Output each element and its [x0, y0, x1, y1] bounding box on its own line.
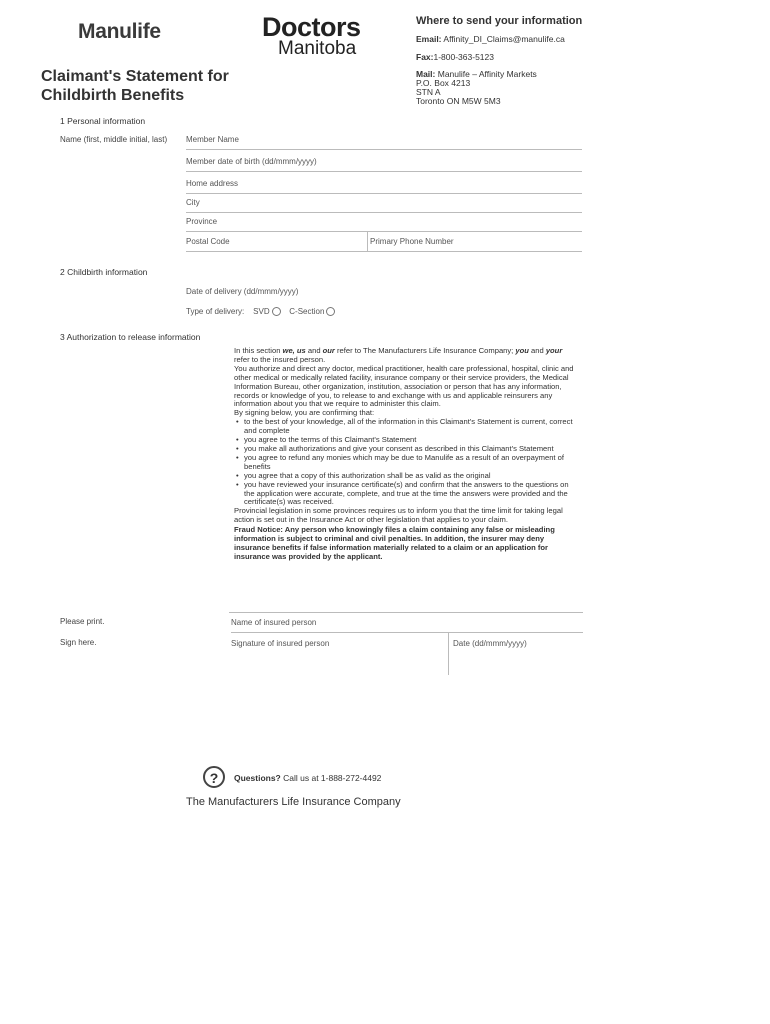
list-item: • you agree to refund any monies which may be due to Manulife as a result of an overpayment of benefits: [244, 454, 578, 472]
postal-phone-divider: [367, 231, 368, 252]
list-item: • to the best of your knowledge, all of the information in this Claimant's Statement is current, correct and complete: [244, 418, 578, 436]
sign-here-label: Sign here.: [60, 638, 97, 647]
signature-field[interactable]: Signature of insured person: [231, 639, 330, 648]
mail-line4: Toronto ON M5W 5M3: [416, 96, 501, 106]
postal-code-field[interactable]: Postal Code: [186, 237, 230, 246]
page-title: [41, 67, 229, 105]
list-item: • you agree to the terms of this Claimant's Statement: [244, 436, 578, 445]
send-info-block: [416, 15, 582, 106]
auth-confirm-intro: By signing below, you are confirming that:: [234, 408, 375, 418]
doctors-logo-line2: Manitoba: [278, 38, 357, 59]
section3-heading: 3 Authorization to release information: [60, 332, 201, 342]
list-item: • you make all authorizations and give your consent as described in this Claimant's Statement: [244, 445, 578, 454]
questions-phone[interactable]: Call us at 1-888-272-4492: [280, 773, 382, 783]
question-icon: ?: [203, 766, 225, 788]
fraud-notice: Fraud Notice: Any person who knowingly files a claim containing any false or misleading information is subject to criminal and civil penalties. In addition, the insurer may deny insurance benefits if false information materially related to a claim or an application for insurance was provided by the applicant.: [234, 525, 555, 561]
dob-field[interactable]: Member date of birth (dd/mmm/yyyy): [186, 156, 582, 172]
signature-date-field[interactable]: Date (dd/mmm/yyyy): [453, 639, 527, 648]
csection-radio[interactable]: [326, 307, 335, 316]
mail-line3: STN A: [416, 87, 441, 97]
member-name-field[interactable]: Member Name: [186, 134, 582, 150]
mail-line2: P.O. Box 4213: [416, 78, 471, 88]
list-item: • you have reviewed your insurance certificate(s) and confirm that the answers to the questions on the application were accurate, complete, and true at the time the answers were provided and the certificate(s) was received.: [244, 481, 578, 508]
title-line2: Childbirth Benefits: [41, 87, 185, 104]
legislation-notice: Provincial legislation in some provinces requires us to inform you that the time limit for taking legal action is set out in the Insurance Act or other legislation that applies to your claim.: [234, 506, 563, 525]
questions-label: Questions?: [234, 773, 281, 783]
mail-block: [416, 70, 582, 106]
mail-label: Mail:: [416, 69, 436, 79]
send-heading: Where to send your information: [416, 15, 583, 27]
email-label: Email:: [416, 34, 442, 44]
delivery-type-row: [186, 307, 337, 316]
section1-bottom-line: [186, 251, 582, 252]
svd-radio[interactable]: [272, 307, 281, 316]
phone-field[interactable]: Primary Phone Number: [370, 237, 454, 246]
auth-paragraph: You authorize and direct any doctor, medical practitioner, health care professional, hospital, clinic and other medical or medically related facility, insurance company or their service providers, the Medical Information Bureau, other organization, institution, association or person that has any information, records or knowledge of you, to release to and exchange with us and applicable reinsurers any information about you that we require to administer this claim.: [234, 363, 574, 409]
manulife-logo: Manulife: [78, 20, 161, 43]
auth-bullets: [234, 418, 578, 507]
email-row: [416, 34, 582, 44]
svd-label: SVD: [253, 307, 270, 316]
doctors-logo-line1: Doctors: [262, 12, 361, 42]
city-field[interactable]: City: [186, 197, 582, 213]
section1-heading: 1 Personal information: [60, 116, 146, 126]
signature-date-divider: [448, 633, 449, 675]
fax-label: Fax:: [416, 52, 434, 62]
list-item: • you agree that a copy of this authorization shall be as valid as the original: [244, 472, 578, 481]
fax-row: [416, 52, 582, 62]
company-name: The Manufacturers Life Insurance Company: [186, 796, 401, 808]
home-address-field[interactable]: Home address: [186, 178, 582, 194]
delivery-date-field[interactable]: Date of delivery (dd/mmm/yyyy): [186, 287, 299, 296]
doctors-manitoba-logo: [262, 14, 372, 58]
questions-contact: [234, 773, 381, 783]
title-line1: Claimant's Statement for: [41, 68, 229, 85]
province-field[interactable]: Province: [186, 216, 582, 232]
name-label: Name (first, middle initial, last): [60, 135, 168, 144]
please-print-label: Please print.: [60, 617, 105, 626]
name-top-line: [229, 612, 583, 613]
authorization-text: [234, 347, 578, 562]
section2-heading: 2 Childbirth information: [60, 267, 148, 277]
delivery-type-label: Type of delivery:: [186, 307, 245, 316]
name-insured-field[interactable]: Name of insured person: [231, 617, 583, 633]
mail-line1: Manulife – Affinity Markets: [437, 69, 537, 79]
fax-value: 1-800-363-5123: [433, 52, 494, 62]
auth-intro: In this section we, us and our refer to The Manufacturers Life Insurance Company; you and your refer to the insured person.: [234, 346, 563, 364]
email-value[interactable]: Affinity_DI_Claims@manulife.ca: [443, 34, 565, 44]
csection-label: C-Section: [289, 307, 325, 316]
